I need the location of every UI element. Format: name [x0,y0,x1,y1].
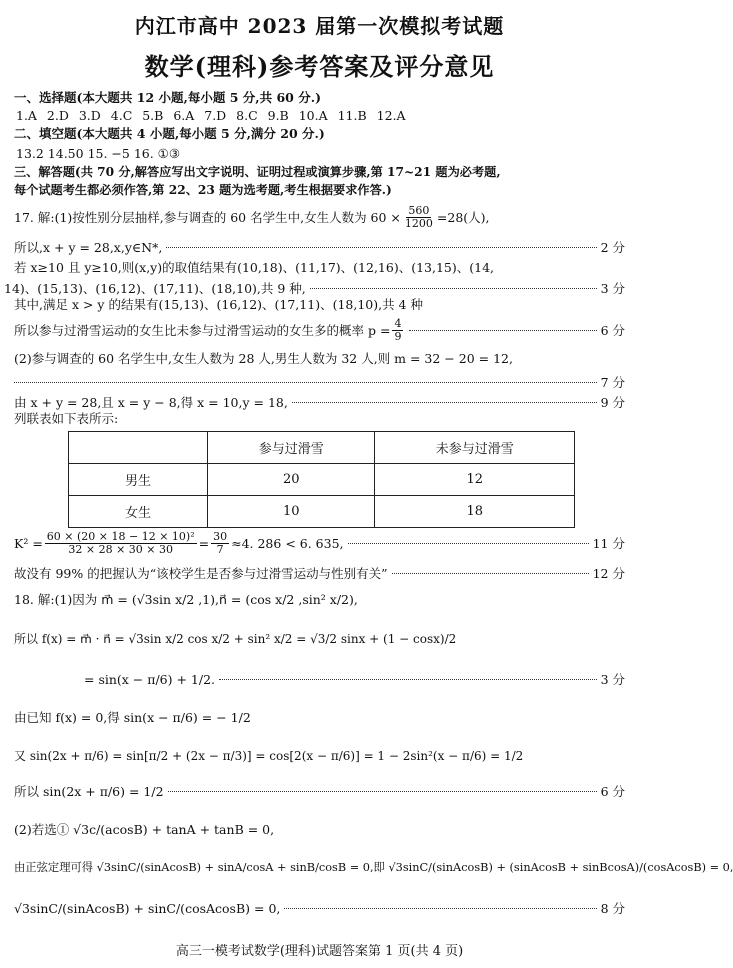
q17-line12 [14,564,625,582]
chi-num: 60 × (20 × 18 − 12 × 10)² [46,529,195,543]
q17-fraction-den: 1200 [404,217,433,230]
table-row [69,496,575,528]
chi-num2: 30 [213,529,228,543]
table-cell: 20 [208,464,375,496]
q18-line5: 又 sin(2x + π/6) = sin[π/2 + (2x − π/3)] = cos[2(x − π/6)] = 1 − 2sin²(x − π/6) = 1/2 [14,749,524,763]
q17-line8 [14,373,625,391]
q17-prob-num: 4 [394,316,402,330]
chi-fraction [45,531,197,556]
q17-line6-text: 所以参与过滑雪运动的女生比未参与过滑雪运动的女生多的概率 p = [14,323,391,338]
section2-heading: 二、填空题(本大题共 4 小题,每小题 5 分,满分 20 分.) [14,126,325,141]
table-cell: 18 [375,496,575,528]
section1-heading: 一、选择题(本大题共 12 小题,每小题 5 分,共 60 分.) [14,90,321,105]
q18-line1: 18. 解:(1)因为 m⃗ = (√3sin x/2 ,1),n⃗ = (cos x/2 ,sin² x/2), [14,592,358,607]
table-header-cell [69,432,208,464]
q18-points-6: 6 分 [600,784,625,799]
q18-line4: 由已知 f(x) = 0,得 sin(x − π/6) = − 1/2 [14,710,251,725]
q18-line8: 由正弦定理可得 √3sinC/(sinAcosB) + sinA/cosA + sinB/cosB = 0,即 √3sinC/(sinAcosB) + (sinAcosB + sinBcosA)/(cosAcosB) = 0, [14,861,733,874]
chi-den2: 7 [216,542,224,556]
q17-prob-fraction [392,318,403,343]
q17-line1 [14,205,490,230]
section3-heading-b: 每个试题考生都必须作答,第 22、23 题为选考题,考生根据要求作答.) [14,183,392,197]
q17-points-6: 6 分 [600,323,625,338]
q17-line7: (2)参与调查的 60 名学生中,女生人数为 28 人,男生人数为 32 人,则 m = 32 − 20 = 12, [14,351,513,366]
doc-title: 内江市高中 2023 届第一次模拟考试题 [134,14,505,38]
q17-line2-text: 所以,x + y = 28,x,y∈N*, [14,240,163,255]
q17-fraction [403,205,435,230]
q17-points-3: 3 分 [600,281,625,296]
section3-heading-a: 三、解答题(共 70 分,解答应写出文字说明、证明过程或演算步骤,第 17~21 题为必考题, [14,165,501,179]
q18-line9 [14,899,625,917]
q17-line4-text: 14)、(15,13)、(16,12)、(17,11)、(18,10),共 9 种, [4,281,306,296]
q17-line12-text: 故没有 99% 的把握认为“该校学生是否参与过滑雪运动与性别有关” [14,566,388,581]
table-row [69,464,575,496]
q17-line1-text: 17. 解:(1)按性别分层抽样,参与调查的 60 名学生中,女生人数为 60 × [14,209,401,225]
q17-points-7: 7 分 [600,375,625,390]
table-header-row [69,432,575,464]
chi-square-line [14,528,625,558]
q18-points-3: 3 分 [600,672,625,687]
table-cell: 男生 [69,464,208,496]
chi-rhs: ≈4. 286 < 6. 635, [231,535,344,551]
q17-line4 [4,279,625,297]
q18-points-8: 8 分 [600,901,625,916]
page-footer: 高三一模考试数学(理科)试题答案第 1 页(共 4 页) [175,944,464,959]
section2-answers: 13.2 14.50 15. −5 16. ①③ [16,146,181,161]
section1-answers: 1.A 2.D 3.D 4.C 5.B 6.A 7.D 8.C 9.B 10.A 11.B 12.A [16,108,406,123]
q17-line3: 若 x≥10 且 y≥10,则(x,y)的取值结果有(10,18)、(11,17)、(12,16)、(13,15)、(14, [14,260,495,275]
table-cell: 10 [208,496,375,528]
q18-line3-text: = sin(x − π/6) + 1/2. [84,671,216,687]
q17-line9 [14,393,625,411]
contingency-table [68,431,575,528]
q18-line9-text: √3sinC/(sinAcosB) + sinC/(cosAcosB) = 0, [14,900,281,916]
q17-line5: 其中,满足 x > y 的结果有(15,13)、(16,12)、(17,11)、(18,10),共 4 种 [14,297,423,312]
q17-line1-end: =28(人), [436,209,490,225]
table-cell: 女生 [69,496,208,528]
q17-points-11: 11 分 [592,536,625,551]
q17-line10: 列联表如下表所示: [14,411,119,426]
chi-lhs: K² = [14,535,43,551]
q18-line3 [14,670,625,688]
q18-line6-text: 所以 sin(2x + π/6) = 1/2 [14,784,164,799]
q18-line6 [14,782,625,800]
table-header-cell: 参与过滑雪 [208,432,375,464]
chi-fraction2 [211,531,229,556]
q18-line7: (2)若选① √3c/(acosB) + tanA + tanB = 0, [14,822,275,837]
q17-line6 [14,318,625,342]
q17-line9-text: 由 x + y = 28,且 x = y − 8,得 x = 10,y = 18, [14,395,288,410]
table-cell: 12 [375,464,575,496]
q17-fraction-num: 560 [408,204,430,217]
q18-line2: 所以 f(x) = m⃗ · n⃗ = √3sin x/2 cos x/2 + sin² x/2 = √3/2 sinx + (1 − cosx)/2 [14,632,457,646]
table-header-cell: 未参与过滑雪 [375,432,575,464]
q17-points-2: 2 分 [600,240,625,255]
chi-den: 32 × 28 × 30 × 30 [68,542,174,556]
q17-prob-den: 9 [394,329,402,343]
q17-points-9: 9 分 [600,395,625,410]
doc-subtitle: 数学(理科)参考答案及评分意见 [144,52,495,81]
q17-points-12: 12 分 [592,566,625,581]
chi-eq: = [198,535,210,551]
q17-line2 [14,238,625,256]
